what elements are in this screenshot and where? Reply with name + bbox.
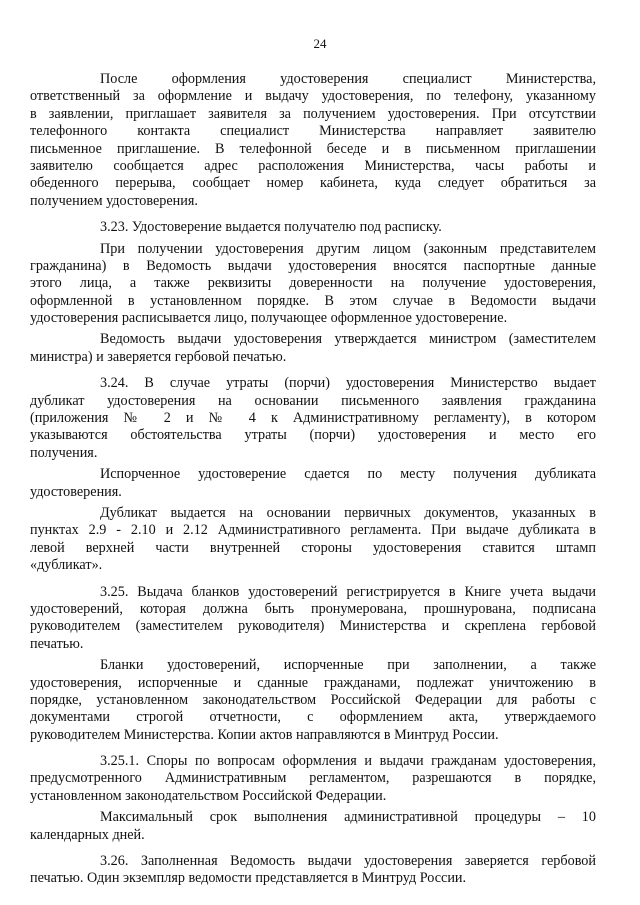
text-line: письменное приглашение. В телефонной беседе и в письменном приглашении: [30, 140, 596, 157]
text-line: получением удостоверения.: [30, 192, 198, 209]
text-line: (приложения № 2 и № 4 к Административному регламенту), в котором: [30, 410, 596, 427]
paragraph-other-person: [30, 240, 596, 328]
text-line: указываются обстоятельства утраты (порчи) удостоверения и место его: [30, 427, 596, 444]
text-line: пунктах 2.9 - 2.10 и 2.12 Административного регламента. При выдаче дубликата в: [30, 522, 596, 539]
text-line: удостоверений, которая должна быть пронумерована, прошнурована, подписана: [30, 600, 596, 617]
text-line: Дубликат выдается на основании первичных документов, указанных в: [100, 504, 596, 521]
paragraph-blank-destruction: [30, 657, 596, 744]
text-line: министра) и заверяется гербовой печатью.: [30, 348, 287, 365]
text-line: телефонного контакта специалист Министерства направляет заявителю: [30, 123, 596, 140]
text-line: руководителем Министерства. Копии актов направляются в Минтруд России.: [30, 726, 499, 743]
page-number: 24: [313, 36, 327, 51]
paragraph-spoiled-certificate: [30, 466, 596, 501]
text-line: При получении удостоверения другим лицом (законным представителем: [100, 240, 596, 257]
text-line: дубликат удостоверения на основании письменного заявления гражданина: [30, 392, 596, 409]
text-line: печатью.: [30, 635, 84, 652]
text-line: удостоверения расписывается лицо, получающее оформленное удостоверение.: [30, 310, 508, 327]
text-line: «дубликат».: [30, 557, 103, 574]
text-line: 3.24. В случае утраты (порчи) удостоверения Министерство выдает: [100, 375, 596, 392]
text-line: печатью. Один экземпляр ведомости представляется в Минтруд России.: [30, 870, 467, 887]
text-line: получения.: [30, 444, 98, 461]
paragraph-max-term: [30, 809, 596, 844]
text-line: этого лица, а также реквизиты доверенности на получение удостоверения,: [30, 275, 596, 292]
text-line: удостоверения, испорченные и сданные гражданами, подлежат уничтожению в: [30, 674, 596, 691]
paragraph-3-25: [30, 583, 596, 654]
text-line: порядке, установленном законодательством Российской Федерации для работы с: [30, 691, 596, 708]
text-line: руководителем (заместителем руководителя) Министерства и скреплена гербовой: [30, 618, 596, 635]
document-body: [30, 71, 596, 888]
paragraph-3-26: [30, 853, 596, 888]
text-line: 3.25. Выдача бланков удостоверений регистрируется в Книге учета выдачи: [100, 583, 596, 600]
text-line: Испорченное удостоверение сдается по месту получения дубликата: [100, 466, 596, 483]
text-line: 3.26. Заполненная Ведомость выдачи удостоверения заверяется гербовой: [100, 853, 596, 870]
text-line: 3.23. Удостоверение выдается получателю под расписку.: [100, 219, 442, 236]
paragraph-duplicate: [30, 504, 596, 575]
text-line: 3.25.1. Споры по вопросам оформления и выдачи гражданам удостоверения,: [100, 753, 596, 770]
text-line: предусмотренного Административным регламентом, разрешаются в порядке,: [30, 770, 596, 787]
text-line: в заявлении, приглашает заявителя за получением удостоверения. При отсутствии: [30, 105, 596, 122]
text-line: календарных дней.: [30, 826, 145, 843]
paragraph-3-23: [100, 219, 596, 236]
text-line: Бланки удостоверений, испорченные при заполнении, а также: [100, 657, 596, 674]
text-line: документами строгой отчетности, с оформлением акта, утверждаемого: [30, 709, 596, 726]
paragraph-ledger-approval: [30, 331, 596, 366]
text-line: заявителю сообщается адрес расположения Министерства, часы работы и: [30, 157, 596, 174]
text-line: ответственный за оформление и выдачу удостоверения, по телефону, указанному: [30, 88, 596, 105]
text-line: гражданина) в Ведомость выдачи удостоверения вносятся паспортные данные: [30, 257, 596, 274]
text-line: удостоверения.: [30, 483, 122, 500]
text-line: обеденного перерыва, сообщает номер кабинета, куда следует обратиться за: [30, 175, 596, 192]
paragraph-3-24: [30, 375, 596, 462]
text-line: Максимальный срок выполнения административной процедуры – 10: [100, 809, 596, 826]
text-line: левой верхней части внутренней стороны удостоверения ставится штамп: [30, 539, 596, 556]
paragraph-3-25-1: [30, 753, 596, 805]
text-line: установленном законодательством Российской Федерации.: [30, 787, 387, 804]
paragraph-issuance-invitation: [30, 71, 596, 210]
text-line: оформленной в установленном порядке. В этом случае в Ведомости выдачи: [30, 292, 596, 309]
text-line: Ведомость выдачи удостоверения утверждается министром (заместителем: [100, 331, 596, 348]
text-line: После оформления удостоверения специалист Министерства,: [100, 71, 596, 87]
